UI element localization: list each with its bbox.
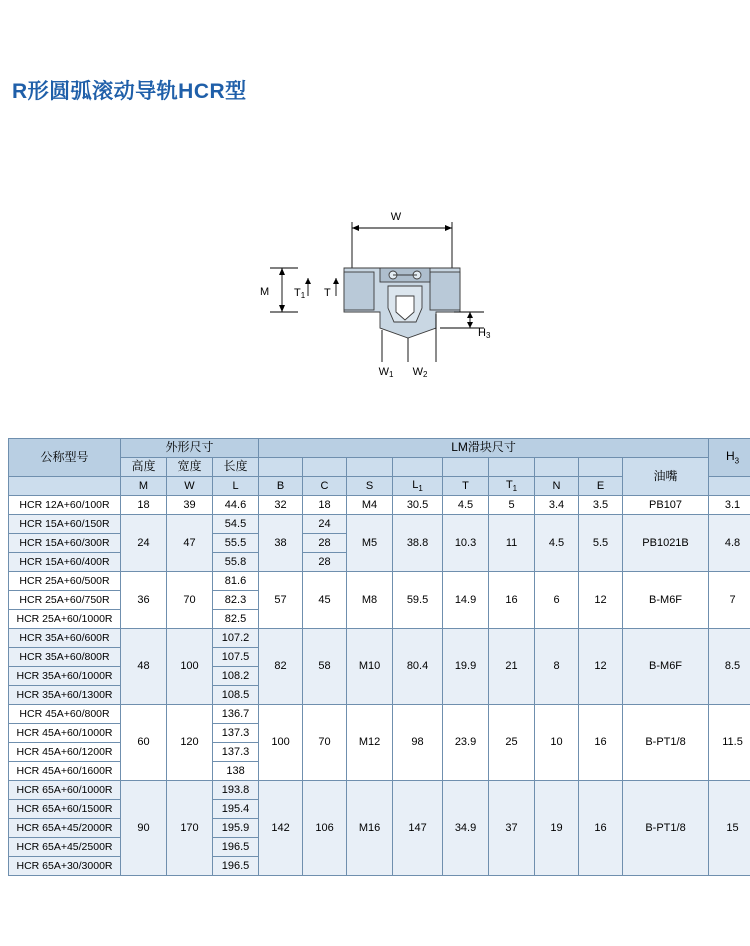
cell-l1: 80.4 [393, 629, 443, 705]
cell-length: 196.5 [213, 838, 259, 857]
cell-c: 45 [303, 572, 347, 629]
cell-t: 14.9 [443, 572, 489, 629]
cell-w: 100 [167, 629, 213, 705]
cell-c: 24 [303, 515, 347, 534]
cell-model: HCR 65A+30/3000R [9, 857, 121, 876]
cell-model: HCR 45A+60/1200R [9, 743, 121, 762]
cell-n: 19 [535, 781, 579, 876]
table-row [9, 629, 750, 648]
header-length: 长度 [213, 458, 259, 477]
cell-h3: 3.1 [709, 496, 750, 515]
cell-length: 137.3 [213, 743, 259, 762]
cell-c: 58 [303, 629, 347, 705]
cell-w: 39 [167, 496, 213, 515]
cell-e: 12 [579, 572, 623, 629]
header-letter-model [9, 477, 121, 496]
cell-length: 54.5 [213, 515, 259, 534]
cell-model: HCR 45A+60/800R [9, 705, 121, 724]
cell-e: 16 [579, 705, 623, 781]
cell-l1: 59.5 [393, 572, 443, 629]
header-outline-dims: 外形尺寸 [121, 439, 259, 458]
header-letter-w: W [167, 477, 213, 496]
header-letter-h3 [709, 477, 750, 496]
cell-s: M16 [347, 781, 393, 876]
cell-model: HCR 25A+60/1000R [9, 610, 121, 629]
cell-length: 137.3 [213, 724, 259, 743]
header-blank-s [347, 458, 393, 477]
header-letter-m: M [121, 477, 167, 496]
header-nozzle: 油嘴 [623, 458, 709, 496]
cell-s: M8 [347, 572, 393, 629]
cell-nozzle: B-PT1/8 [623, 781, 709, 876]
cell-b: 38 [259, 515, 303, 572]
cell-model: HCR 25A+60/750R [9, 591, 121, 610]
table-row [9, 781, 750, 800]
cell-length: 193.8 [213, 781, 259, 800]
header-height: 高度 [121, 458, 167, 477]
cell-length: 44.6 [213, 496, 259, 515]
cell-t: 34.9 [443, 781, 489, 876]
cell-s: M10 [347, 629, 393, 705]
cell-model: HCR 25A+60/500R [9, 572, 121, 591]
cell-m: 60 [121, 705, 167, 781]
cell-length: 108.5 [213, 686, 259, 705]
label-w1: W1 [378, 366, 394, 379]
cell-length: 81.6 [213, 572, 259, 591]
cell-model: HCR 35A+60/600R [9, 629, 121, 648]
cell-e: 5.5 [579, 515, 623, 572]
table-row [9, 515, 750, 534]
cell-model: HCR 65A+45/2000R [9, 819, 121, 838]
cell-length: 82.3 [213, 591, 259, 610]
spec-table-wrapper [8, 438, 742, 876]
cell-c: 18 [303, 496, 347, 515]
label-t: T [324, 287, 331, 299]
cell-nozzle: B-M6F [623, 572, 709, 629]
cell-t: 4.5 [443, 496, 489, 515]
cell-c: 28 [303, 553, 347, 572]
cell-model: HCR 15A+60/400R [9, 553, 121, 572]
cell-length: 55.8 [213, 553, 259, 572]
cell-h3: 4.8 [709, 515, 750, 572]
cell-length: 136.7 [213, 705, 259, 724]
cell-e: 16 [579, 781, 623, 876]
header-letter-t1: $T_1$ [489, 477, 535, 496]
cell-h3: 8.5 [709, 629, 750, 705]
cell-w: 120 [167, 705, 213, 781]
cell-h3: 11.5 [709, 705, 750, 781]
header-blank-t [443, 458, 489, 477]
header-letter-c: C [303, 477, 347, 496]
header-blank-b [259, 458, 303, 477]
cell-s: M12 [347, 705, 393, 781]
cell-h3: 15 [709, 781, 750, 876]
cell-c: 106 [303, 781, 347, 876]
cell-l1: 98 [393, 705, 443, 781]
cell-b: 32 [259, 496, 303, 515]
cell-length: 195.9 [213, 819, 259, 838]
cell-length: 82.5 [213, 610, 259, 629]
label-t1: T1 [294, 287, 306, 300]
table-row [9, 705, 750, 724]
header-letter-n: N [535, 477, 579, 496]
cell-t: 10.3 [443, 515, 489, 572]
label-w2: W2 [412, 366, 428, 379]
cell-nozzle: PB107 [623, 496, 709, 515]
cell-b: 142 [259, 781, 303, 876]
header-blank-e [579, 458, 623, 477]
cell-length: 55.5 [213, 534, 259, 553]
cell-length: 107.2 [213, 629, 259, 648]
header-row-sub [9, 458, 750, 477]
cell-length: 138 [213, 762, 259, 781]
cell-n: 6 [535, 572, 579, 629]
cell-m: 48 [121, 629, 167, 705]
cell-e: 3.5 [579, 496, 623, 515]
cell-t1: 37 [489, 781, 535, 876]
cell-s: M5 [347, 515, 393, 572]
header-model: 公称型号 [9, 439, 121, 477]
cell-t: 23.9 [443, 705, 489, 781]
cell-b: 100 [259, 705, 303, 781]
cell-b: 82 [259, 629, 303, 705]
cell-n: 3.4 [535, 496, 579, 515]
cell-model: HCR 65A+60/1000R [9, 781, 121, 800]
cell-model: HCR 15A+60/150R [9, 515, 121, 534]
table-row [9, 496, 750, 515]
table-row [9, 572, 750, 591]
cell-t1: 16 [489, 572, 535, 629]
cell-n: 10 [535, 705, 579, 781]
label-m: M [260, 286, 270, 298]
header-blank-t1 [489, 458, 535, 477]
cell-m: 36 [121, 572, 167, 629]
cell-model: HCR 65A+60/1500R [9, 800, 121, 819]
cell-w: 47 [167, 515, 213, 572]
product-drawing [240, 200, 520, 390]
header-letter-t: T [443, 477, 489, 496]
header-letter-b: B [259, 477, 303, 496]
cell-m: 90 [121, 781, 167, 876]
cell-nozzle: B-M6F [623, 629, 709, 705]
cell-model: HCR 35A+60/800R [9, 648, 121, 667]
cell-l1: 30.5 [393, 496, 443, 515]
header-width: 宽度 [167, 458, 213, 477]
cell-t1: 5 [489, 496, 535, 515]
cell-model: HCR 35A+60/1300R [9, 686, 121, 705]
cell-model: HCR 45A+60/1000R [9, 724, 121, 743]
cell-h3: 7 [709, 572, 750, 629]
cell-n: 4.5 [535, 515, 579, 572]
cell-t1: 11 [489, 515, 535, 572]
cell-nozzle: B-PT1/8 [623, 705, 709, 781]
cell-c: 28 [303, 534, 347, 553]
cell-m: 18 [121, 496, 167, 515]
cell-nozzle: PB1021B [623, 515, 709, 572]
cell-t: 19.9 [443, 629, 489, 705]
label-h3: H3 [478, 327, 491, 340]
header-lm-block-dims: LM滑块尺寸 [259, 439, 709, 458]
cell-t1: 21 [489, 629, 535, 705]
cell-length: 108.2 [213, 667, 259, 686]
cell-l1: 147 [393, 781, 443, 876]
cell-c: 70 [303, 705, 347, 781]
cell-length: 107.5 [213, 648, 259, 667]
cell-e: 12 [579, 629, 623, 705]
cell-model: HCR 35A+60/1000R [9, 667, 121, 686]
header-letter-s: S [347, 477, 393, 496]
header-blank-l1 [393, 458, 443, 477]
cell-model: HCR 15A+60/300R [9, 534, 121, 553]
cell-model: HCR 45A+60/1600R [9, 762, 121, 781]
cell-w: 70 [167, 572, 213, 629]
cell-w: 170 [167, 781, 213, 876]
table-body [9, 496, 750, 876]
spec-table [8, 438, 750, 876]
cell-l1: 38.8 [393, 515, 443, 572]
header-h3: $H_3$ [709, 439, 750, 477]
header-letter-e: E [579, 477, 623, 496]
label-w: W [390, 211, 402, 223]
cell-n: 8 [535, 629, 579, 705]
cell-s: M4 [347, 496, 393, 515]
header-blank-c [303, 458, 347, 477]
header-row-groups [9, 439, 750, 458]
cell-model: HCR 12A+60/100R [9, 496, 121, 515]
header-letter-l: L [213, 477, 259, 496]
cell-model: HCR 65A+45/2500R [9, 838, 121, 857]
header-letter-l1: $L_1$ [393, 477, 443, 496]
cell-b: 57 [259, 572, 303, 629]
header-blank-n [535, 458, 579, 477]
table-head [9, 439, 750, 496]
cell-t1: 25 [489, 705, 535, 781]
cell-length: 196.5 [213, 857, 259, 876]
page-title: R形圆弧滚动导轨HCR型 [12, 80, 247, 103]
cell-m: 24 [121, 515, 167, 572]
cell-length: 195.4 [213, 800, 259, 819]
